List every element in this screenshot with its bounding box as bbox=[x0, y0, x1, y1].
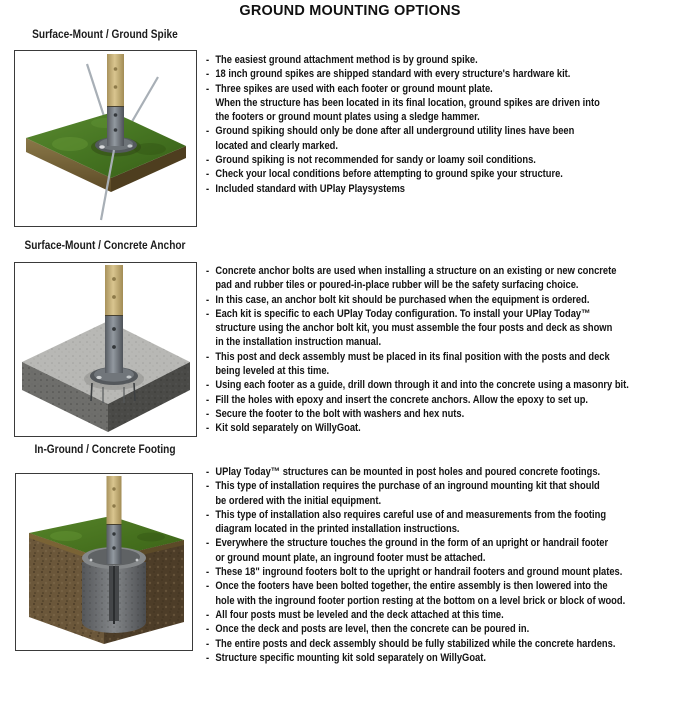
line-text: Included standard with UPlay Playsystems bbox=[215, 182, 406, 195]
line-text: in the installation instruction manual. bbox=[215, 336, 382, 349]
text-line bbox=[206, 350, 697, 364]
bullet-dash: - bbox=[206, 68, 210, 81]
bullet-indent bbox=[206, 594, 215, 608]
text-line bbox=[206, 608, 697, 622]
text-line bbox=[206, 522, 697, 536]
bullet-indent bbox=[206, 96, 215, 110]
text-line bbox=[206, 508, 697, 522]
bullet-dash: - bbox=[206, 637, 210, 650]
post bbox=[105, 265, 123, 373]
line-text: Secure the footer to the bolt with washers and hex nuts. bbox=[215, 407, 465, 420]
bullet-dash: - bbox=[206, 623, 210, 636]
concrete-anchor-image bbox=[15, 263, 196, 436]
ground-spike-image bbox=[15, 51, 196, 226]
bullet-dash: - bbox=[206, 466, 210, 478]
post bbox=[107, 54, 124, 146]
section-heading-ground-spike: Surface-Mount / Ground Spike bbox=[32, 29, 178, 41]
bullet-dash: - bbox=[206, 407, 210, 420]
line-text: All four posts must be leveled and the deck attached at this time. bbox=[215, 608, 504, 621]
bullet-dash: - bbox=[206, 537, 210, 550]
text-line bbox=[206, 96, 697, 110]
bullet-indent bbox=[206, 278, 215, 292]
text-line bbox=[206, 551, 697, 565]
text-line bbox=[206, 139, 697, 153]
text-line bbox=[206, 651, 697, 665]
page-title: GROUND MOUNTING OPTIONS bbox=[239, 3, 461, 19]
bullet-dash: - bbox=[206, 293, 210, 306]
bullet-indent bbox=[206, 494, 215, 508]
line-text: diagram located in the printed installation instructions. bbox=[215, 523, 460, 536]
bullet-indent bbox=[206, 364, 215, 378]
bullet-dash: - bbox=[206, 480, 210, 493]
line-text: structure using the anchor bolt kit, you must assemble the four posts and deck as shown bbox=[215, 322, 613, 335]
text-line bbox=[206, 407, 697, 421]
line-text: Check your local conditions before attempting to ground spike your structure. bbox=[215, 168, 563, 181]
text-line bbox=[206, 335, 697, 349]
bullet-dash: - bbox=[206, 566, 210, 579]
line-text: This type of installation also requires careful use of and measurements from the footing bbox=[215, 508, 607, 521]
ground-spike-illustration bbox=[14, 50, 197, 227]
section-heading-concrete-anchor: Surface-Mount / Concrete Anchor bbox=[24, 240, 186, 252]
line-text: located and clearly marked. bbox=[215, 139, 339, 152]
bullet-dash: - bbox=[206, 651, 210, 664]
line-text: Once the footers have been bolted together, the entire assembly is then lowered into the bbox=[215, 580, 608, 593]
text-line bbox=[206, 293, 697, 307]
post bbox=[107, 476, 122, 564]
text-line bbox=[206, 465, 697, 479]
text-line bbox=[206, 82, 697, 96]
bullet-dash: - bbox=[206, 422, 210, 435]
text-line bbox=[206, 264, 697, 278]
text-line bbox=[206, 321, 697, 335]
bullet-dash: - bbox=[206, 168, 210, 181]
line-text: Three spikes are used with each footer or ground mount plate. bbox=[215, 82, 493, 95]
concrete-anchor-bullet-list bbox=[206, 264, 697, 436]
bullet-indent bbox=[206, 139, 215, 153]
text-line bbox=[206, 153, 697, 167]
bullet-dash: - bbox=[206, 182, 210, 195]
line-text: Everywhere the structure touches the ground in the form of an upright or handrail footer bbox=[215, 537, 609, 550]
text-line bbox=[206, 307, 697, 321]
text-line bbox=[206, 364, 697, 378]
bullet-dash: - bbox=[206, 54, 210, 66]
bullet-dash: - bbox=[206, 265, 210, 277]
bullet-dash: - bbox=[206, 393, 210, 406]
bullet-indent bbox=[206, 110, 215, 124]
bullet-dash: - bbox=[206, 82, 210, 95]
text-line bbox=[206, 67, 697, 81]
text-line bbox=[206, 110, 697, 124]
line-text: The easiest ground attachment method is by ground spike. bbox=[215, 54, 478, 66]
line-text: Each kit is specific to each UPlay Today configuration. To install your UPlay Today™ bbox=[215, 307, 591, 320]
text-line bbox=[206, 622, 697, 636]
line-text: pad and rubber tiles or poured-in-place rubber will be the safety surfacing choice. bbox=[215, 279, 579, 292]
line-text: UPlay Today™ structures can be mounted in post holes and poured concrete footings. bbox=[215, 466, 601, 478]
bullet-dash: - bbox=[206, 508, 210, 521]
line-text: When the structure has been located in its final location, ground spikes are driven into bbox=[215, 96, 600, 109]
line-text: This post and deck assembly must be placed in its final position with the posts and deck bbox=[215, 350, 610, 363]
line-text: or ground mount plate, an inground footer must be attached. bbox=[215, 551, 486, 564]
bullet-indent bbox=[206, 335, 215, 349]
line-text: Concrete anchor bolts are used when installing a structure on an existing or new concrete bbox=[215, 265, 617, 277]
bullet-dash: - bbox=[206, 379, 210, 392]
bullet-dash: - bbox=[206, 350, 210, 363]
line-text: hole with the inground footer portion resting at the bottom on a level brick or block of wood. bbox=[215, 594, 626, 607]
ground-spike-bullet-list bbox=[206, 53, 697, 196]
section-heading-concrete-footing: In-Ground / Concrete Footing bbox=[34, 444, 176, 456]
line-text: Ground spiking should only be done after all underground utility lines have been bbox=[215, 125, 575, 138]
line-text: the footers or ground mount plates using a sledge hammer. bbox=[215, 111, 480, 124]
line-text: The entire posts and deck assembly should be fully stabilized while the concrete hardens. bbox=[215, 637, 616, 650]
concrete-footing-illustration bbox=[15, 473, 193, 651]
line-text: Structure specific mounting kit sold separately on WillyGoat. bbox=[215, 651, 486, 664]
bullet-dash: - bbox=[206, 154, 210, 167]
text-line bbox=[206, 565, 697, 579]
line-text: Using each footer as a guide, drill down through it and into the concrete using a masonry bit. bbox=[215, 379, 629, 392]
text-line bbox=[206, 421, 697, 435]
text-line bbox=[206, 278, 697, 292]
line-text: Kit sold separately on WillyGoat. bbox=[215, 422, 361, 435]
text-line bbox=[206, 53, 697, 67]
bullet-dash: - bbox=[206, 580, 210, 593]
text-line bbox=[206, 479, 697, 493]
bullet-dash: - bbox=[206, 125, 210, 138]
line-text: This type of installation requires the purchase of an inground mounting kit that should bbox=[215, 480, 600, 493]
line-text: Ground spiking is not recommended for sandy or loamy soil conditions. bbox=[215, 154, 536, 167]
text-line bbox=[206, 594, 697, 608]
bullet-indent bbox=[206, 551, 215, 565]
line-text: These 18" inground footers bolt to the upright or handrail footers and ground mount plates. bbox=[215, 566, 623, 579]
text-line bbox=[206, 124, 697, 138]
line-text: being leveled at this time. bbox=[215, 365, 330, 378]
bullet-dash: - bbox=[206, 608, 210, 621]
concrete-anchor-illustration bbox=[14, 262, 197, 437]
text-line bbox=[206, 182, 697, 196]
text-line bbox=[206, 637, 697, 651]
text-line bbox=[206, 393, 697, 407]
line-text: be ordered with the initial equipment. bbox=[215, 494, 382, 507]
line-text: 18 inch ground spikes are shipped standard with every structure's hardware kit. bbox=[215, 68, 571, 81]
line-text: Once the deck and posts are level, then the concrete can be poured in. bbox=[215, 623, 530, 636]
text-line bbox=[206, 378, 697, 392]
bullet-indent bbox=[206, 522, 215, 536]
text-line bbox=[206, 579, 697, 593]
concrete-footing-bullet-list bbox=[206, 465, 697, 665]
bullet-dash: - bbox=[206, 307, 210, 320]
concrete-footing-image bbox=[16, 474, 192, 650]
line-text: In this case, an anchor bolt kit should be purchased when the equipment is ordered. bbox=[215, 293, 590, 306]
text-line bbox=[206, 167, 697, 181]
line-text: Fill the holes with epoxy and insert the concrete anchors. Allow the epoxy to set up. bbox=[215, 393, 589, 406]
text-line bbox=[206, 494, 697, 508]
text-line bbox=[206, 536, 697, 550]
bullet-indent bbox=[206, 321, 215, 335]
